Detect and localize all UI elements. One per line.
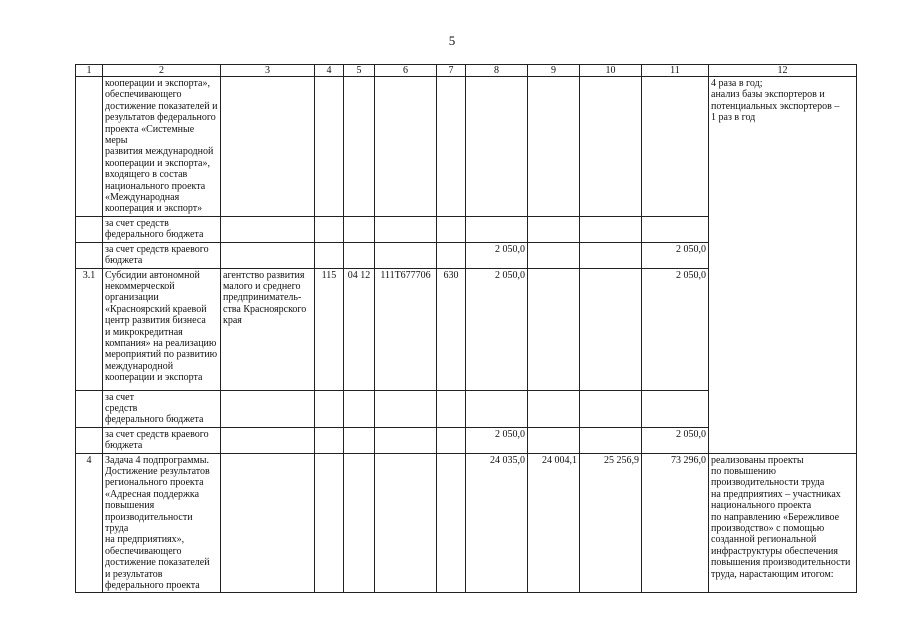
row-name: за счет средств краевого бюджета [103, 427, 221, 453]
table-row [76, 77, 857, 217]
col-header: 6 [375, 65, 437, 77]
cell-value: 73 296,0 [642, 453, 709, 593]
table-row [76, 268, 857, 390]
col-header: 3 [221, 65, 315, 77]
cell-value: 25 256,9 [580, 453, 642, 593]
row-number: 4 [76, 453, 103, 593]
cell-value: 24 035,0 [466, 453, 528, 593]
row-name: за счет средств федерального бюджета [103, 390, 221, 427]
col-header: 10 [580, 65, 642, 77]
row-name: за счет средств краевого бюджета [103, 242, 221, 268]
row-name: кооперации и экспорта», обеспечивающего достижение показателей и результатов федерального проекта «Системные меры развития международной кооперации и экспорта», входящего в состав национального проекта «Международная кооперация и экспорт» [103, 77, 221, 217]
cell-value: 24 004,1 [528, 453, 580, 593]
cell-value: 2 050,0 [466, 242, 528, 268]
row-note: 4 раза в год; анализ базы экспортеров и потенциальных экспортеров – 1 раз в год [709, 77, 857, 217]
cell-value: 2 050,0 [642, 242, 709, 268]
cell-value: 2 050,0 [642, 427, 709, 453]
cell-value: 630 [437, 268, 466, 390]
row-number: 3.1 [76, 268, 103, 390]
budget-table [75, 64, 857, 593]
row-name: Субсидии автономной некоммерческой организации «Красноярский краевой центр развития бизнеса и микрокредитная компания» на реализацию мероприятий по развитию международной кооперации и экспорта [103, 268, 221, 390]
table-row [76, 390, 857, 427]
table-row [76, 216, 857, 242]
cell-value: 04 12 [344, 268, 375, 390]
col-header: 7 [437, 65, 466, 77]
col-header: 8 [466, 65, 528, 77]
col-header: 11 [642, 65, 709, 77]
row-note: реализованы проекты по повышению производительности труда на предприятиях – участниках национального проекта по направлению «Бережливое производство» с помощью созданной региональной инфраструктуры обеспечения повышения производительности труда, нарастающим итогом: [709, 453, 857, 593]
col-header: 4 [315, 65, 344, 77]
col-header: 9 [528, 65, 580, 77]
header-row [76, 65, 857, 77]
table-row [76, 427, 857, 453]
cell-value: 2 050,0 [466, 268, 528, 390]
table-row [76, 242, 857, 268]
row-executor: агентство развития малого и среднего предприниматель- ства Красноярского края [221, 268, 315, 390]
row-name: Задача 4 подпрограммы. Достижение результатов регионального проекта «Адресная поддержка повышения производительности труда на предприятиях», обеспечивающего достижение показателей и результатов федерального проекта [103, 453, 221, 593]
table-row [76, 453, 857, 593]
cell-value: 115 [315, 268, 344, 390]
page-number: 5 [448, 33, 456, 48]
cell-value: 111Т677706 [375, 268, 437, 390]
cell-value: 2 050,0 [466, 427, 528, 453]
col-header: 12 [709, 65, 857, 77]
cell-value: 2 050,0 [642, 268, 709, 390]
col-header: 2 [103, 65, 221, 77]
col-header: 1 [76, 65, 103, 77]
col-header: 5 [344, 65, 375, 77]
row-name: за счет средств федерального бюджета [103, 216, 221, 242]
